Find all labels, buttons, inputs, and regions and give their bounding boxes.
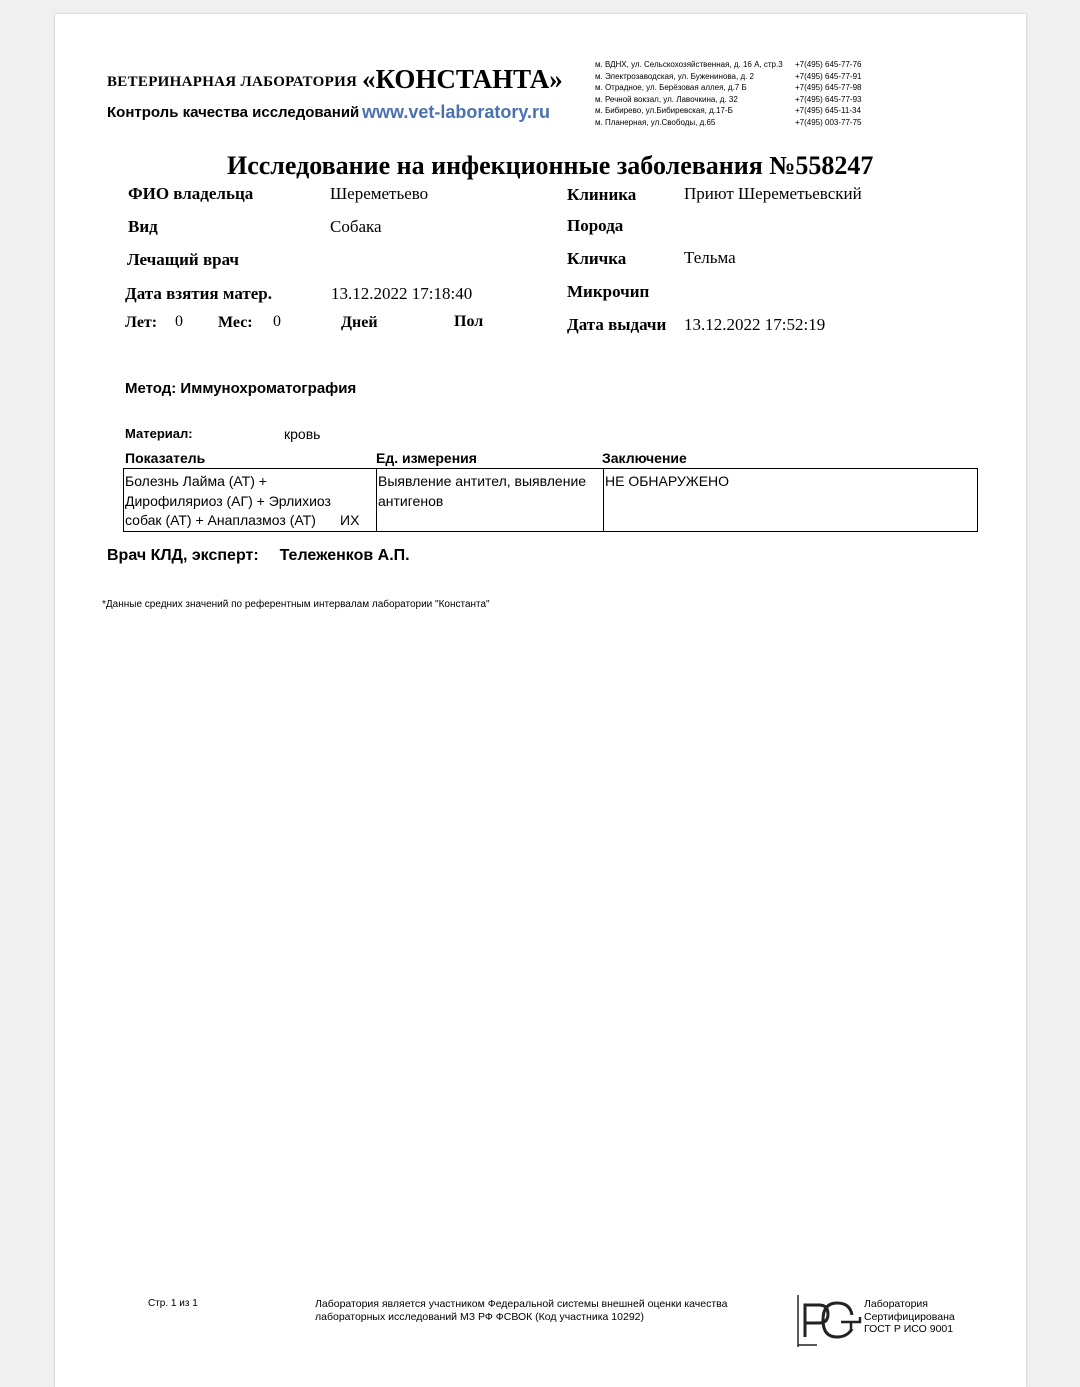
- owner-value: Шереметьево: [330, 184, 429, 203]
- fsvok-line: лабораторных исследований МЗ РФ ФСВОК (Код участника 10292): [315, 1311, 645, 1323]
- cert-line: Сертифицирована: [864, 1310, 955, 1323]
- fsvok-line: Лаборатория является участником Федеральной системы внешней оценки качества: [315, 1298, 728, 1310]
- address-line: м. Бибирево, ул.Бибиревская, д.17-Б: [595, 106, 733, 116]
- address-line: м. Планерная, ул.Свободы, д.65: [595, 117, 716, 127]
- address-list: [595, 59, 783, 129]
- phone-line: +7(495) 645-11-34: [795, 106, 861, 116]
- indicator-line: Болезнь Лайма (АТ) +: [125, 473, 267, 489]
- owner-label: ФИО владельца: [128, 184, 254, 203]
- column-header-conclusion: Заключение: [602, 450, 687, 466]
- address-line: м. Речной вокзал, ул. Лавочкина, д. 32: [595, 94, 738, 104]
- indicator-line: Дирофиляриоз (АГ) + Эрлихиоз: [125, 492, 331, 509]
- footnote: *Данные средних значений по референтным интервалам лаборатории "Константа": [102, 599, 490, 610]
- phone-line: +7(495) 645-77-98: [795, 83, 862, 93]
- issue-date-value: 13.12.2022 17:52:19: [684, 315, 826, 334]
- method-caption: Метод: Иммунохроматография: [125, 380, 357, 397]
- conclusion-cell: [604, 469, 978, 532]
- phone-line: +7(495) 645-77-91: [795, 71, 862, 81]
- lab-name: ВЕТЕРИНАРНАЯ ЛАБОРАТОРИЯ: [107, 74, 358, 90]
- conclusion-value: НЕ ОБНАРУЖЕНО: [605, 473, 730, 489]
- days-label: Дней: [341, 314, 378, 331]
- material-label: Материал:: [125, 426, 193, 441]
- attending-doctor-label: Лечащий врач: [127, 250, 239, 269]
- breed-label: Порода: [567, 216, 624, 235]
- signature-line: [107, 547, 410, 565]
- document-page: [55, 14, 1026, 1387]
- years-label: Лет:: [125, 314, 158, 331]
- cert-line: ГОСТ Р ИСО 9001: [864, 1323, 954, 1335]
- certification-logo-icon: [797, 1295, 863, 1352]
- species-label: Вид: [128, 217, 158, 236]
- unit-line: Выявление антител, выявление: [378, 473, 587, 489]
- material-value: кровь: [284, 426, 321, 442]
- table-row: [124, 469, 978, 532]
- signature-label: Врач КЛД, эксперт:: [107, 547, 259, 564]
- indicator-line: собак (АТ) + Анаплазмоз (АТ): [125, 512, 316, 528]
- sex-label: Пол: [454, 313, 484, 330]
- website-link[interactable]: www.vet-laboratory.ru: [362, 102, 551, 122]
- page-number: Стр. 1 из 1: [148, 1298, 198, 1309]
- indicator-cell: [124, 469, 377, 532]
- phone-line: +7(495) 003-77-75: [795, 117, 862, 127]
- cert-line: Лаборатория: [864, 1298, 928, 1310]
- unit-cell: [377, 469, 604, 532]
- sample-date-label: Дата взятия матер.: [125, 284, 272, 303]
- column-header-unit: Ед. измерения: [376, 450, 477, 466]
- column-header-indicator: Показатель: [125, 450, 206, 466]
- phone-list: [795, 59, 862, 129]
- months-label: Мес:: [218, 314, 253, 331]
- clinic-value: Приют Шереметьевский: [684, 184, 862, 203]
- phone-line: +7(495) 645-77-76: [795, 60, 862, 69]
- document-title: Исследование на инфекционные заболевания №558247: [227, 151, 874, 180]
- phone-line: +7(495) 645-77-93: [795, 94, 862, 104]
- results-table: [123, 468, 978, 532]
- months-value: 0: [273, 313, 281, 330]
- microchip-label: Микрочип: [567, 282, 650, 301]
- fsvok-statement: [315, 1298, 727, 1324]
- nickname-label: Кличка: [567, 249, 627, 268]
- sample-date-value: 13.12.2022 17:18:40: [331, 284, 473, 303]
- method-code: ИХ: [340, 512, 360, 528]
- brand-name: «КОНСТАНТА»: [362, 64, 563, 94]
- years-value: 0: [175, 313, 183, 330]
- address-line: м. ВДНХ, ул. Сельскохозяйственная, д. 16 А, стр.3: [595, 60, 783, 69]
- address-line: м. Электрозаводская, ул. Буженинова, д. 2: [595, 71, 755, 81]
- clinic-label: Клиника: [567, 185, 637, 204]
- issue-date-label: Дата выдачи: [567, 315, 667, 334]
- quality-control-caption: Контроль качества исследований: [107, 104, 360, 121]
- species-value: Собака: [330, 217, 382, 236]
- certification-text: [864, 1298, 955, 1336]
- address-line: м. Отрадное, ул. Берёзовая аллея, д.7 Б: [595, 83, 747, 93]
- signature-name: Тележенков А.П.: [279, 547, 410, 564]
- nickname-value: Тельма: [684, 248, 736, 267]
- unit-line: антигенов: [378, 492, 444, 509]
